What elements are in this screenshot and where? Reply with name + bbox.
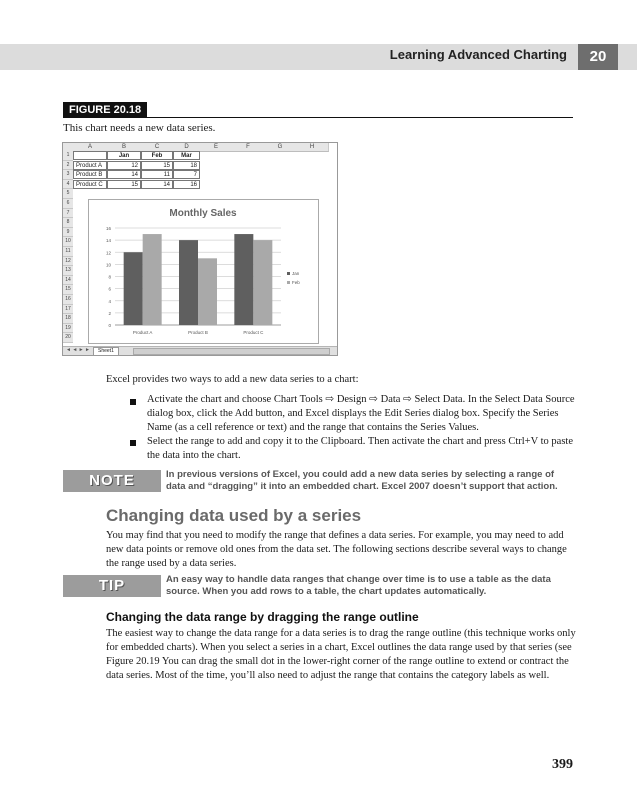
y-tick-label: 10: [105, 262, 111, 268]
table-cell[interactable]: 14: [141, 180, 173, 189]
table-cell[interactable]: Mar: [173, 151, 200, 160]
row-header: 10: [63, 237, 73, 247]
bullet-item: Activate the chart and choose Chart Tools ⇨ Design ⇨ Data ⇨ Select Data. In the Select Data Source dialog box, click the Add button, and Excel displays the Edit Series dialog box. Specify the Series Name (as a cell reference or text) and the range that contains the Series Values.: [147, 394, 575, 433]
table-cell[interactable]: [73, 151, 107, 160]
bar: [124, 252, 143, 325]
figure-label: FIGURE 20.18: [63, 102, 147, 118]
bullet-icon: [130, 399, 136, 405]
section-paragraph: You may find that you need to modify the range that defines a data series. For example, you may need to add new data points or remove old ones from the data set. The following sections describe several ways to change the range used by a data series.: [106, 530, 567, 569]
row-header: 3: [63, 170, 73, 180]
page-number: 399: [552, 757, 573, 772]
section-heading: Changing data used by a series: [106, 506, 362, 525]
table-cell[interactable]: 12: [107, 161, 141, 170]
table-cell[interactable]: Jan: [107, 151, 141, 160]
bar: [198, 258, 217, 325]
row-header: 7: [63, 209, 73, 219]
y-tick-label: 2: [108, 310, 111, 316]
bar: [143, 234, 162, 325]
y-tick-label: 12: [105, 250, 111, 256]
bar: [253, 240, 272, 325]
tab-nav-arrows-icon[interactable]: ◄ ◄ ► ►: [66, 347, 90, 353]
bullet-item: Select the range to add and copy it to the Clipboard. Then activate the chart and press Ctrl+V to paste the data into the chart.: [147, 436, 573, 461]
tip-icon: TIP: [63, 575, 161, 597]
row-header: 14: [63, 276, 73, 286]
table-cell[interactable]: Product B: [73, 170, 107, 179]
x-tick-label: Product A: [132, 330, 153, 335]
column-header: F: [232, 143, 265, 152]
chart-area[interactable]: [88, 199, 319, 344]
row-header: 2: [63, 161, 73, 171]
table-cell[interactable]: 7: [173, 170, 200, 179]
column-header: H: [296, 143, 329, 152]
sheet-tab[interactable]: Sheet1: [93, 347, 119, 356]
x-tick-label: Product C: [243, 330, 264, 335]
excel-screenshot: [62, 142, 338, 356]
sheet-tab-bar: [63, 346, 337, 355]
table-cell[interactable]: 14: [107, 170, 141, 179]
intro-paragraph: Excel provides two ways to add a new data series to a chart:: [106, 374, 359, 385]
column-header: B: [107, 143, 142, 152]
y-tick-label: 6: [108, 286, 111, 292]
row-header: 15: [63, 285, 73, 295]
row-header: 11: [63, 247, 73, 257]
column-chart: [89, 200, 318, 343]
tip-text: An easy way to handle data ranges that change over time is to use a table as the data source. When you add rows to a table, the chart updates automatically.: [166, 574, 551, 597]
legend-entry: Feb: [292, 280, 300, 285]
y-tick-label: 14: [105, 238, 111, 244]
y-tick-label: 8: [108, 274, 111, 280]
column-header: A: [73, 143, 108, 152]
legend-swatch: [287, 272, 290, 275]
bar: [234, 234, 253, 325]
legend-swatch: [287, 281, 290, 284]
row-header: 17: [63, 305, 73, 315]
row-header: 12: [63, 257, 73, 267]
bullet-icon: [130, 440, 136, 446]
row-header: 5: [63, 189, 73, 199]
bar: [179, 240, 198, 325]
row-header: 16: [63, 295, 73, 305]
row-header: 6: [63, 199, 73, 209]
table-cell[interactable]: 16: [173, 180, 200, 189]
note-text: In previous versions of Excel, you could add a new data series by selecting a range of data and “dragging” it into an embedded chart. Excel 2007 doesn’t support that action.: [166, 469, 558, 492]
running-header-title: Learning Advanced Charting: [389, 47, 567, 62]
note-icon: NOTE: [63, 470, 161, 492]
table-cell[interactable]: 15: [107, 180, 141, 189]
table-cell[interactable]: 15: [141, 161, 173, 170]
y-tick-label: 4: [108, 298, 111, 304]
column-header: E: [200, 143, 233, 152]
table-cell[interactable]: Feb: [141, 151, 173, 160]
column-header: C: [141, 143, 174, 152]
row-header: 8: [63, 218, 73, 228]
y-tick-label: 16: [105, 226, 111, 231]
x-tick-label: Product B: [188, 330, 208, 335]
row-header: 13: [63, 266, 73, 276]
chart-title: Monthly Sales: [169, 208, 237, 219]
table-cell[interactable]: Product A: [73, 161, 107, 170]
subsection-heading: Changing the data range by dragging the range outline: [106, 610, 419, 624]
row-header: 20: [63, 333, 73, 343]
row-header: 4: [63, 180, 73, 190]
column-header: G: [264, 143, 297, 152]
row-header: 18: [63, 314, 73, 324]
table-cell[interactable]: 11: [141, 170, 173, 179]
y-tick-label: 0: [108, 323, 111, 328]
row-header: 9: [63, 228, 73, 238]
subsection-paragraph: The easiest way to change the data range for a data series is to drag the range outline (this technique works only for embedded charts). When you select a series in a chart, Excel outlines the data range used by that series (see Figure 20.19 You can drag the small dot in the lower-right corner of the range outline to extend or contract the data series. Most of the time, you’ll also need to adjust the range that contains the category labels as well.: [106, 628, 576, 681]
table-cell[interactable]: Product C: [73, 180, 107, 189]
chapter-number-badge: 20: [578, 44, 618, 70]
column-header: D: [173, 143, 201, 152]
legend-entry: Jan: [292, 271, 300, 276]
horizontal-scrollbar[interactable]: [133, 348, 330, 355]
row-header: 19: [63, 324, 73, 334]
row-header: 1: [63, 151, 73, 161]
figure-rule: [63, 117, 573, 118]
figure-caption: This chart needs a new data series.: [63, 122, 216, 134]
table-cell[interactable]: 18: [173, 161, 200, 170]
